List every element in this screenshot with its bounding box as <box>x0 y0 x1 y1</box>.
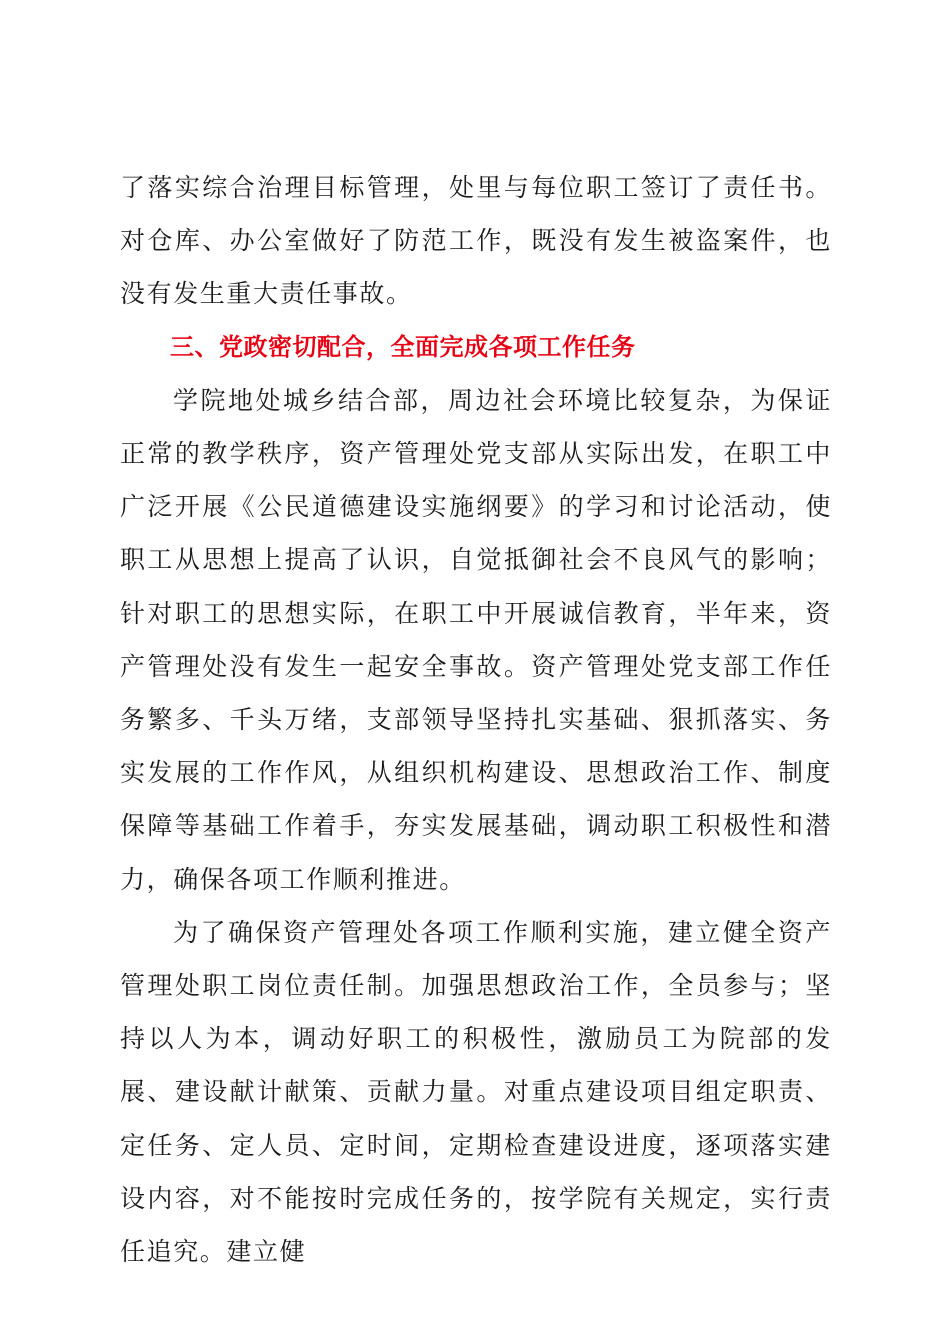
section-heading-3: 三、党政密切配合，全面完成各项工作任务 <box>170 332 636 361</box>
paragraph-continuation: 了落实综合治理目标管理，处里与每位职工签订了责任书。对仓库、办公室做好了防范工作，既没有发生被盗案件，也没有发生重大责任事故。 <box>120 173 832 309</box>
paragraph-responsibility-system: 为了确保资产管理处各项工作顺利实施，建立健全资产管理处职工岗位责任制。加强思想政治工作，全员参与；坚持以人为本，调动好职工的积极性，激励员工为院部的发展、建设献计献策、贡献力量。对重点建设项目组定职责、定任务、定人员、定时间，定期检查建设进度，逐项落实建设内容，对不能按时完成任务的，按学院有关规定，实行责任追究。建立健 <box>120 917 832 1267</box>
document-body <box>120 161 832 1278</box>
paragraph-campus-environment: 学院地处城乡结合部，周边社会环境比较复杂，为保证正常的教学秩序，资产管理处党支部从实际出发，在职工中广泛开展《公民道德建设实施纲要》的学习和讨论活动，使职工从思想上提高了认识，自觉抵御社会不良风气的影响；针对职工的思想实际，在职工中开展诚信教育，半年来，资产管理处没有发生一起安全事故。资产管理处党支部工作任务繁多、千头万绪，支部领导坚持扎实基础、狠抓落实、务实发展的工作作风，从组织机构建设、思想政治工作、制度保障等基础工作着手，夯实发展基础，调动职工积极性和潜力，确保各项工作顺利推进。 <box>120 385 832 894</box>
